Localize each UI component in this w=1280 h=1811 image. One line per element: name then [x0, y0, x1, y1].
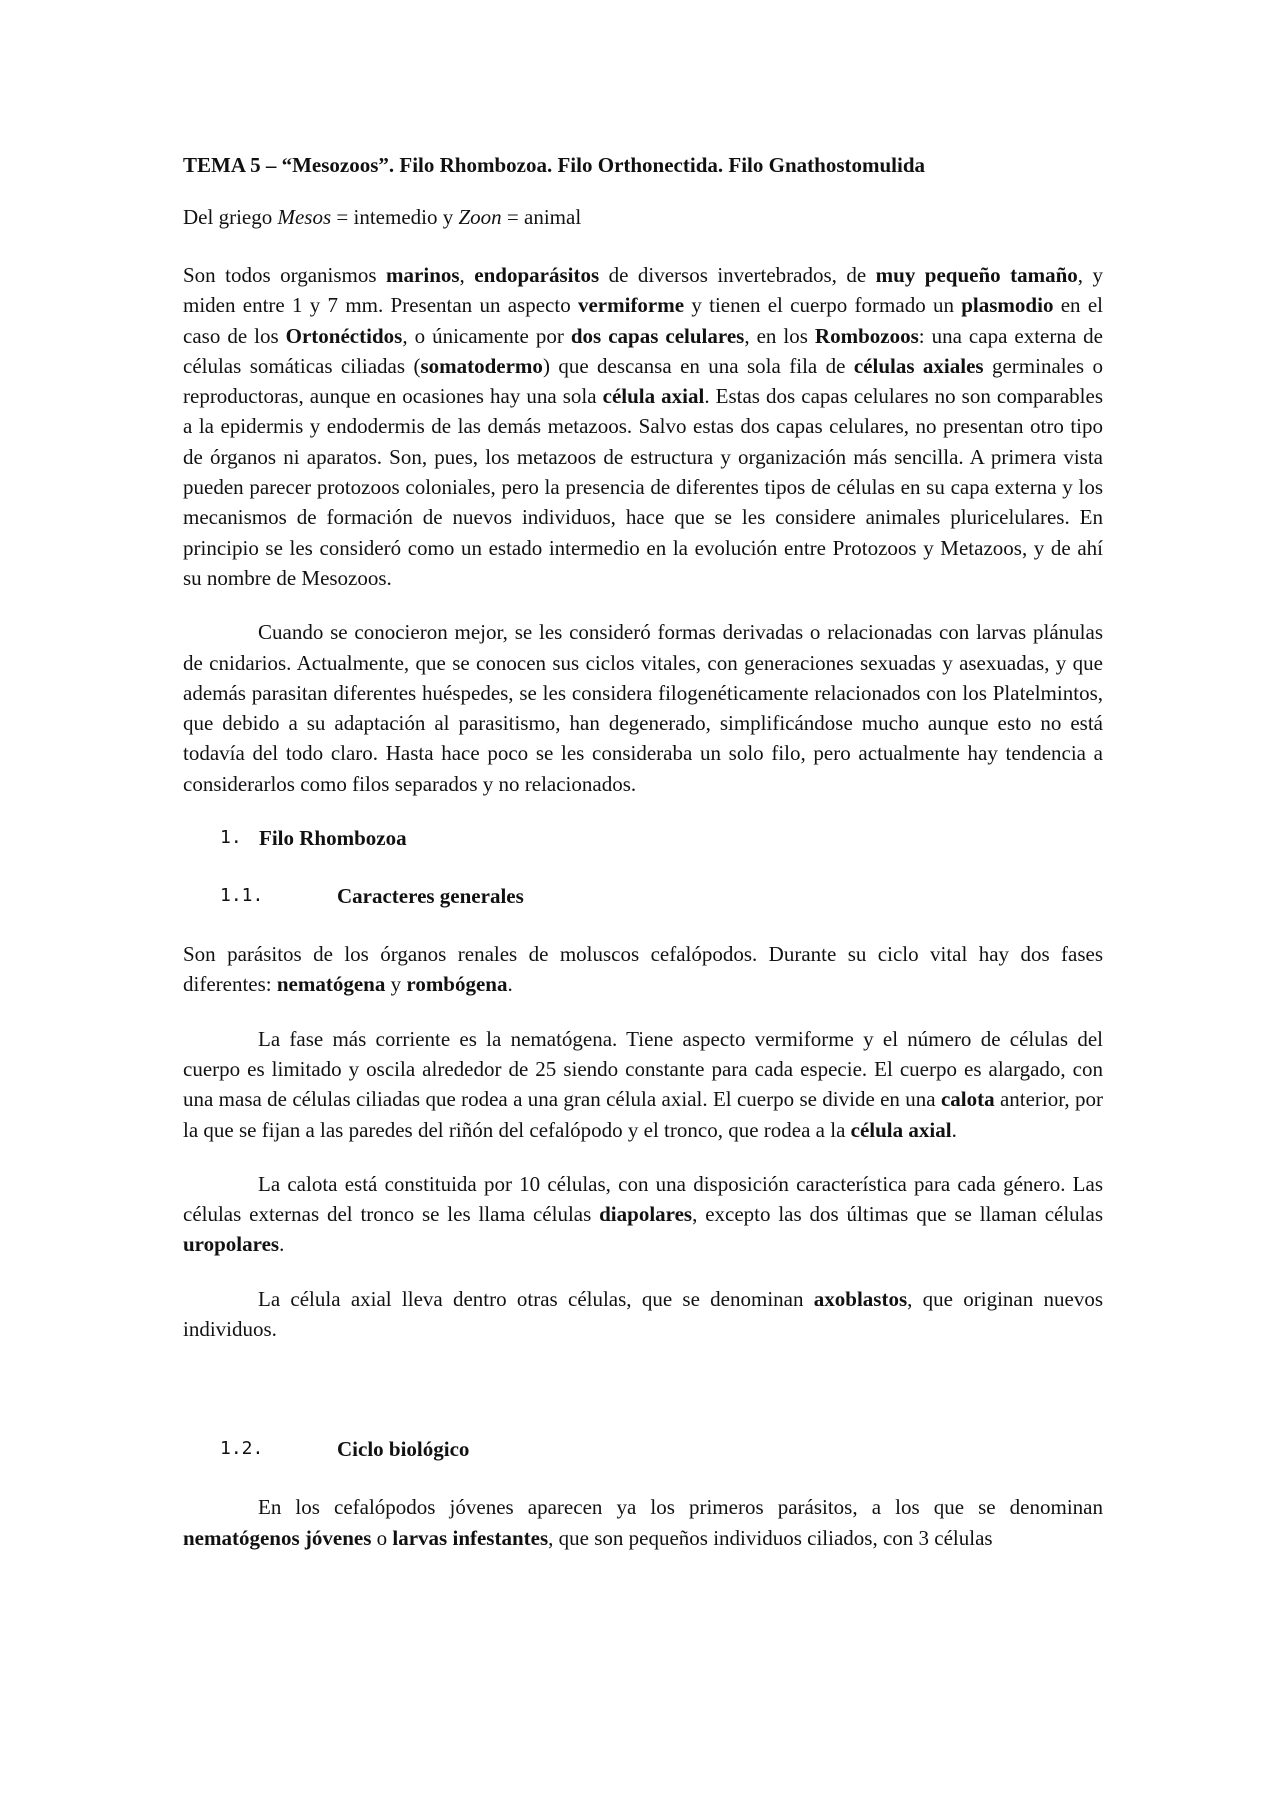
- document-page: [183, 150, 1103, 1577]
- bold-term: calota: [940, 1087, 995, 1112]
- bold-term: muy pequeño tamaño: [875, 263, 1078, 287]
- bold-term: rombógena: [406, 972, 508, 997]
- text-run: .: [279, 1232, 285, 1257]
- section-number: 1.: [220, 827, 242, 849]
- text-run: , excepto las dos últimas que se llaman células: [692, 1202, 1104, 1227]
- text-run: , que son pequeños individuos ciliados, con 3 células: [548, 1525, 993, 1550]
- bold-term: plasmodio: [961, 293, 1054, 318]
- section-title: Filo Rhombozoa: [259, 826, 407, 851]
- bold-term: larvas infestantes: [392, 1525, 549, 1550]
- paragraph-calota: [183, 1169, 1103, 1260]
- text-run: o: [371, 1525, 393, 1550]
- paragraph-ciclo: [183, 1492, 1103, 1553]
- subsection-title: Ciclo biológico: [337, 1437, 470, 1462]
- bold-term: vermiforme: [577, 293, 685, 318]
- bold-term: nematógena: [276, 972, 386, 997]
- paragraph-parasites: [183, 939, 1103, 1000]
- text-run: , en los: [744, 323, 815, 348]
- text-run: y: [385, 972, 407, 997]
- section-heading-rhombozoa: [183, 823, 1103, 853]
- etymology-prefix: Del griego: [183, 205, 278, 229]
- bold-term: nematógenos jóvenes: [183, 1525, 372, 1550]
- text-run: En los cefalópodos jóvenes aparecen ya los primeros parásitos, a los que se denominan: [258, 1495, 1103, 1520]
- text-run: , y miden entre 1 y 7 mm. Presentan un aspecto: [183, 263, 1103, 318]
- text-run: : una capa externa de células somáticas ciliadas (: [183, 323, 1104, 378]
- text-run: La calota está constituida por 10 células, con una disposición característica para cada género. Las células externas del tronco se les llama células: [183, 1171, 1103, 1227]
- text-run: en el caso de los: [183, 293, 1103, 348]
- text-run: Son parásitos de los órganos renales de moluscos cefalópodos. Durante su ciclo vital hay dos fases diferentes:: [183, 942, 1103, 997]
- paragraph-classification: Cuando se conocieron mejor, se les consideró formas derivadas o relacionadas con larvas plánulas de cnidarios. Actualmente, que se conocen sus ciclos vitales, con generaciones sexuadas y asexuadas, y que además parasitan diferentes huéspedes, se les considera filogenéticamente relacionados con los Platelmintos, que debido a su adaptación al parasitismo, han degenerado, simplificándose mucho aunque esto no está todavía del todo claro. Hasta hace poco se les consideraba un solo filo, pero actualmente hay tendencia a considerarlos como filos separados y no relacionados.: [183, 620, 1103, 796]
- text-run: .: [507, 972, 513, 997]
- subsection-title: Caracteres generales: [337, 884, 524, 909]
- bold-term: endoparásitos: [474, 263, 600, 287]
- subsection-number: 1.1.: [220, 885, 264, 907]
- bold-term: diapolares: [599, 1202, 693, 1227]
- bold-term: somatodermo: [420, 353, 543, 378]
- paragraph-intro: [183, 260, 1103, 593]
- paragraph-nematogena: [183, 1024, 1103, 1145]
- bold-term: Ortonéctidos: [285, 323, 403, 348]
- text-run: y tienen el cuerpo formado un: [684, 293, 962, 318]
- bold-term: dos capas celulares: [570, 323, 745, 348]
- document-title: TEMA 5 – “Mesozoos”. Filo Rhombozoa. Filo Orthonectida. Filo Gnathostomulida: [183, 153, 926, 177]
- bold-term: axoblastos: [813, 1286, 908, 1311]
- text-run: germinales o reproductoras, aunque en ocasiones hay una sola: [183, 353, 1104, 409]
- text-run: , o únicamente por: [402, 323, 571, 348]
- text-run: de diversos invertebrados, de: [599, 263, 876, 287]
- bold-term: Rombozoos: [814, 323, 919, 348]
- etymology-word-mesos: Mesos: [277, 205, 332, 229]
- text-run: ,: [459, 263, 475, 287]
- bold-term: célula axial: [602, 384, 705, 409]
- subsection-heading-caracteres: [183, 881, 1103, 911]
- bold-term: células axiales: [853, 353, 984, 378]
- bold-term: uropolares: [183, 1232, 280, 1257]
- paragraph-axoblastos: [183, 1284, 1103, 1345]
- etymology-line: [183, 202, 1103, 232]
- etymology-suffix: = animal: [501, 205, 582, 229]
- bold-term: marinos: [386, 263, 460, 287]
- text-run: anterior, por la que se fijan a las paredes del riñón del cefalópodo y el tronco, que rodea a la: [183, 1087, 1103, 1142]
- text-run: .: [951, 1117, 957, 1142]
- etymology-mid: = intemedio y: [331, 205, 459, 229]
- text-run: La fase más corriente es la nematógena. Tiene aspecto vermiforme y el número de células del cuerpo es limitado y oscila alrededor de 25 siendo constante para cada especie. El cuerpo es alargado, con una masa de células ciliadas que rodea a una gran célula axial. El cuerpo se divide en una: [183, 1026, 1103, 1112]
- text-run: Son todos organismos: [183, 263, 387, 287]
- bold-term: célula axial: [850, 1117, 952, 1142]
- text-run: ) que descansa en una sola fila de: [542, 353, 854, 378]
- subsection-heading-ciclo: [183, 1434, 1103, 1464]
- text-run: , que originan nuevos individuos.: [183, 1286, 1103, 1342]
- text-run: La célula axial lleva dentro otras células, que se denominan: [258, 1286, 814, 1311]
- text-run: . Estas dos capas celulares no son comparables a la epidermis y endodermis de las demás metazoos. Salvo estas dos capas celulares, no presentan otro tipo de órganos ni aparatos. Son, pues, los metazoos de estructura y organización más sencilla. A primera vista pueden parecer protozoos coloniales, pero la presencia de diferentes tipos de células en su capa externa y los mecanismos de formación de nuevos individuos, hace que se les considere animales pluricelulares. En principio se les consideró como un estado intermedio en la evolución entre Protozoos y Metazoos, y de ahí su nombre de Mesozoos.: [183, 384, 1103, 590]
- etymology-word-zoon: Zoon: [458, 205, 502, 229]
- subsection-number: 1.2.: [220, 1438, 264, 1460]
